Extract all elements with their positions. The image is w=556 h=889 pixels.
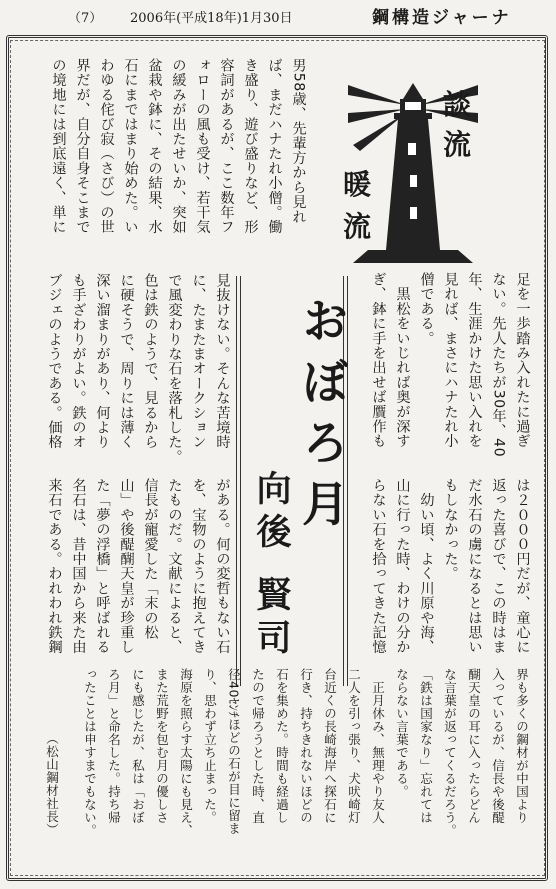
text-line: たものだ。文献によると、 [166,478,183,655]
newspaper-name: 鋼構造ジャーナ [372,8,512,28]
text-line: ブジェのようである。価格 [46,273,63,450]
text-line: 信長が寵愛した「末の松 [142,478,159,640]
text-line: を、宝物のように抱えてき [190,478,207,655]
title-rule [240,276,241,686]
text-line: き盛り、遊び盛りなど、形 [242,58,259,235]
author-byline: （松山鋼材社長） [44,732,60,836]
article-author: 向後 賢司 [251,470,291,663]
text-line: 盆栽や鉢に、その結果、水 [146,58,163,235]
text-line: だ水石の虜になるとは思い [466,478,483,655]
text-line: 男58歳、先輩方から見れ [290,58,307,225]
text-line: り、思わず立ち止まった。 [202,668,218,824]
text-line: にも感じたが、私は「おぼ [130,668,146,824]
text-line: ったことは申すまでもない。 [82,668,98,837]
text-line: 足を一歩踏み入れたに過ぎ [514,272,531,449]
text-line: 「鉄は国家なり」忘れては [418,668,434,824]
text-line: ならない言葉である。 [394,668,410,798]
text-line: の境地には到底遠く、単に [50,58,67,235]
text-line: 径40ｾﾝﾁほどの石が目に留ま [226,668,242,836]
text-line: 僧である。 [418,272,435,346]
text-line: 黒松をいじれば奥が深す [394,272,411,449]
text-line: の緩みが出たせいか、突如 [170,58,187,235]
text-line: 入っているが、信長や後醍 [490,668,506,824]
text-line: 返った喜びで、この時はま [490,478,507,655]
text-line: 容詞があるが、ここ数年フ [218,58,235,235]
text-line: もしなかった。 [442,478,459,581]
text-line: た「夢の浮橋」と呼ばれる [94,478,111,655]
issue-date: 2006年(平成18年)1月30日 [130,11,293,26]
article-title: おぼろ月 [294,296,349,540]
column-logo [343,65,548,270]
page-header [0,0,556,30]
text-line: ない。先人たちが30年、40 [490,272,507,458]
text-line: 来石である。われわれ鉄鋼 [46,478,63,655]
logo-char: 暖 [343,168,372,201]
text-line: 二人を引っ張り、犬吠崎灯 [346,668,362,824]
text-line: な言葉が返ってくるだろう。 [442,668,458,837]
page-number: （7） [68,11,103,26]
text-line: 幼い頃、よく川原や海、 [418,478,435,655]
text-line: 年、生涯かけた思い入れを [466,272,483,449]
text-line: 色は鉄のようで、見るから [142,273,159,450]
text-line: 界だが、自分自身そこまで [74,58,91,235]
text-line: たので帰ろうとした時、直 [250,668,266,824]
text-line: 台近くの長崎海岸へ探石に [322,668,338,824]
text-line: また荒野を包む月の優しさ [154,668,170,824]
logo-char: 談 [443,88,472,121]
text-line: 界も多くの鋼材が中国より [514,668,530,824]
text-line: 見れば、まさにハナたれ小 [442,272,459,449]
text-line: に硬そうで、周りには薄く [118,273,135,450]
text-line: 石を集めた。時間も経過し [274,668,290,824]
text-line: 山」や後醍醐天皇が珍重し [118,478,135,655]
logo-char: 流 [343,210,372,243]
text-line: 醐天皇の耳に入ったらどん [466,668,482,824]
text-line: 正月休み、無理やり友人 [370,668,386,824]
text-line: 名石は、昔中国から来た由 [70,478,87,655]
text-line: ろ月」と命名した。持ち帰 [106,668,122,824]
text-line: 山に行った時、わけの分か [394,478,411,655]
text-line: わゆる侘び寂（さび）の世 [98,58,115,235]
text-line: 行き、持ちきれないほどの [298,668,314,824]
text-line: 石にまではまり始めた。い [122,58,139,235]
text-line: がある。何の変哲もない石 [214,478,231,655]
text-line: ォローの風も受け、若干気 [194,58,211,235]
text-line: ぎ、鉢に手を出せば贋作も [370,272,387,449]
text-line: は２０００円だが、童心に [514,478,531,655]
text-line: で風変わりな石を落札した。 [166,273,183,465]
text-line: 深い溜まりがあり、何より [94,273,111,450]
text-line: に、たまたまオークション [190,273,207,450]
text-line: ば、まだハナたれ小僧。働 [266,58,283,235]
text-line: 海原を照らす太陽にも見え、 [178,668,194,837]
text-line: らない石を拾ってきた記憶 [370,478,387,655]
logo-char: 流 [443,128,472,161]
text-line: も手ざわりがよい。鉄のオ [70,273,87,450]
text-line: 見抜けない。そんな苦境時 [214,273,231,450]
title-rule [236,276,237,686]
